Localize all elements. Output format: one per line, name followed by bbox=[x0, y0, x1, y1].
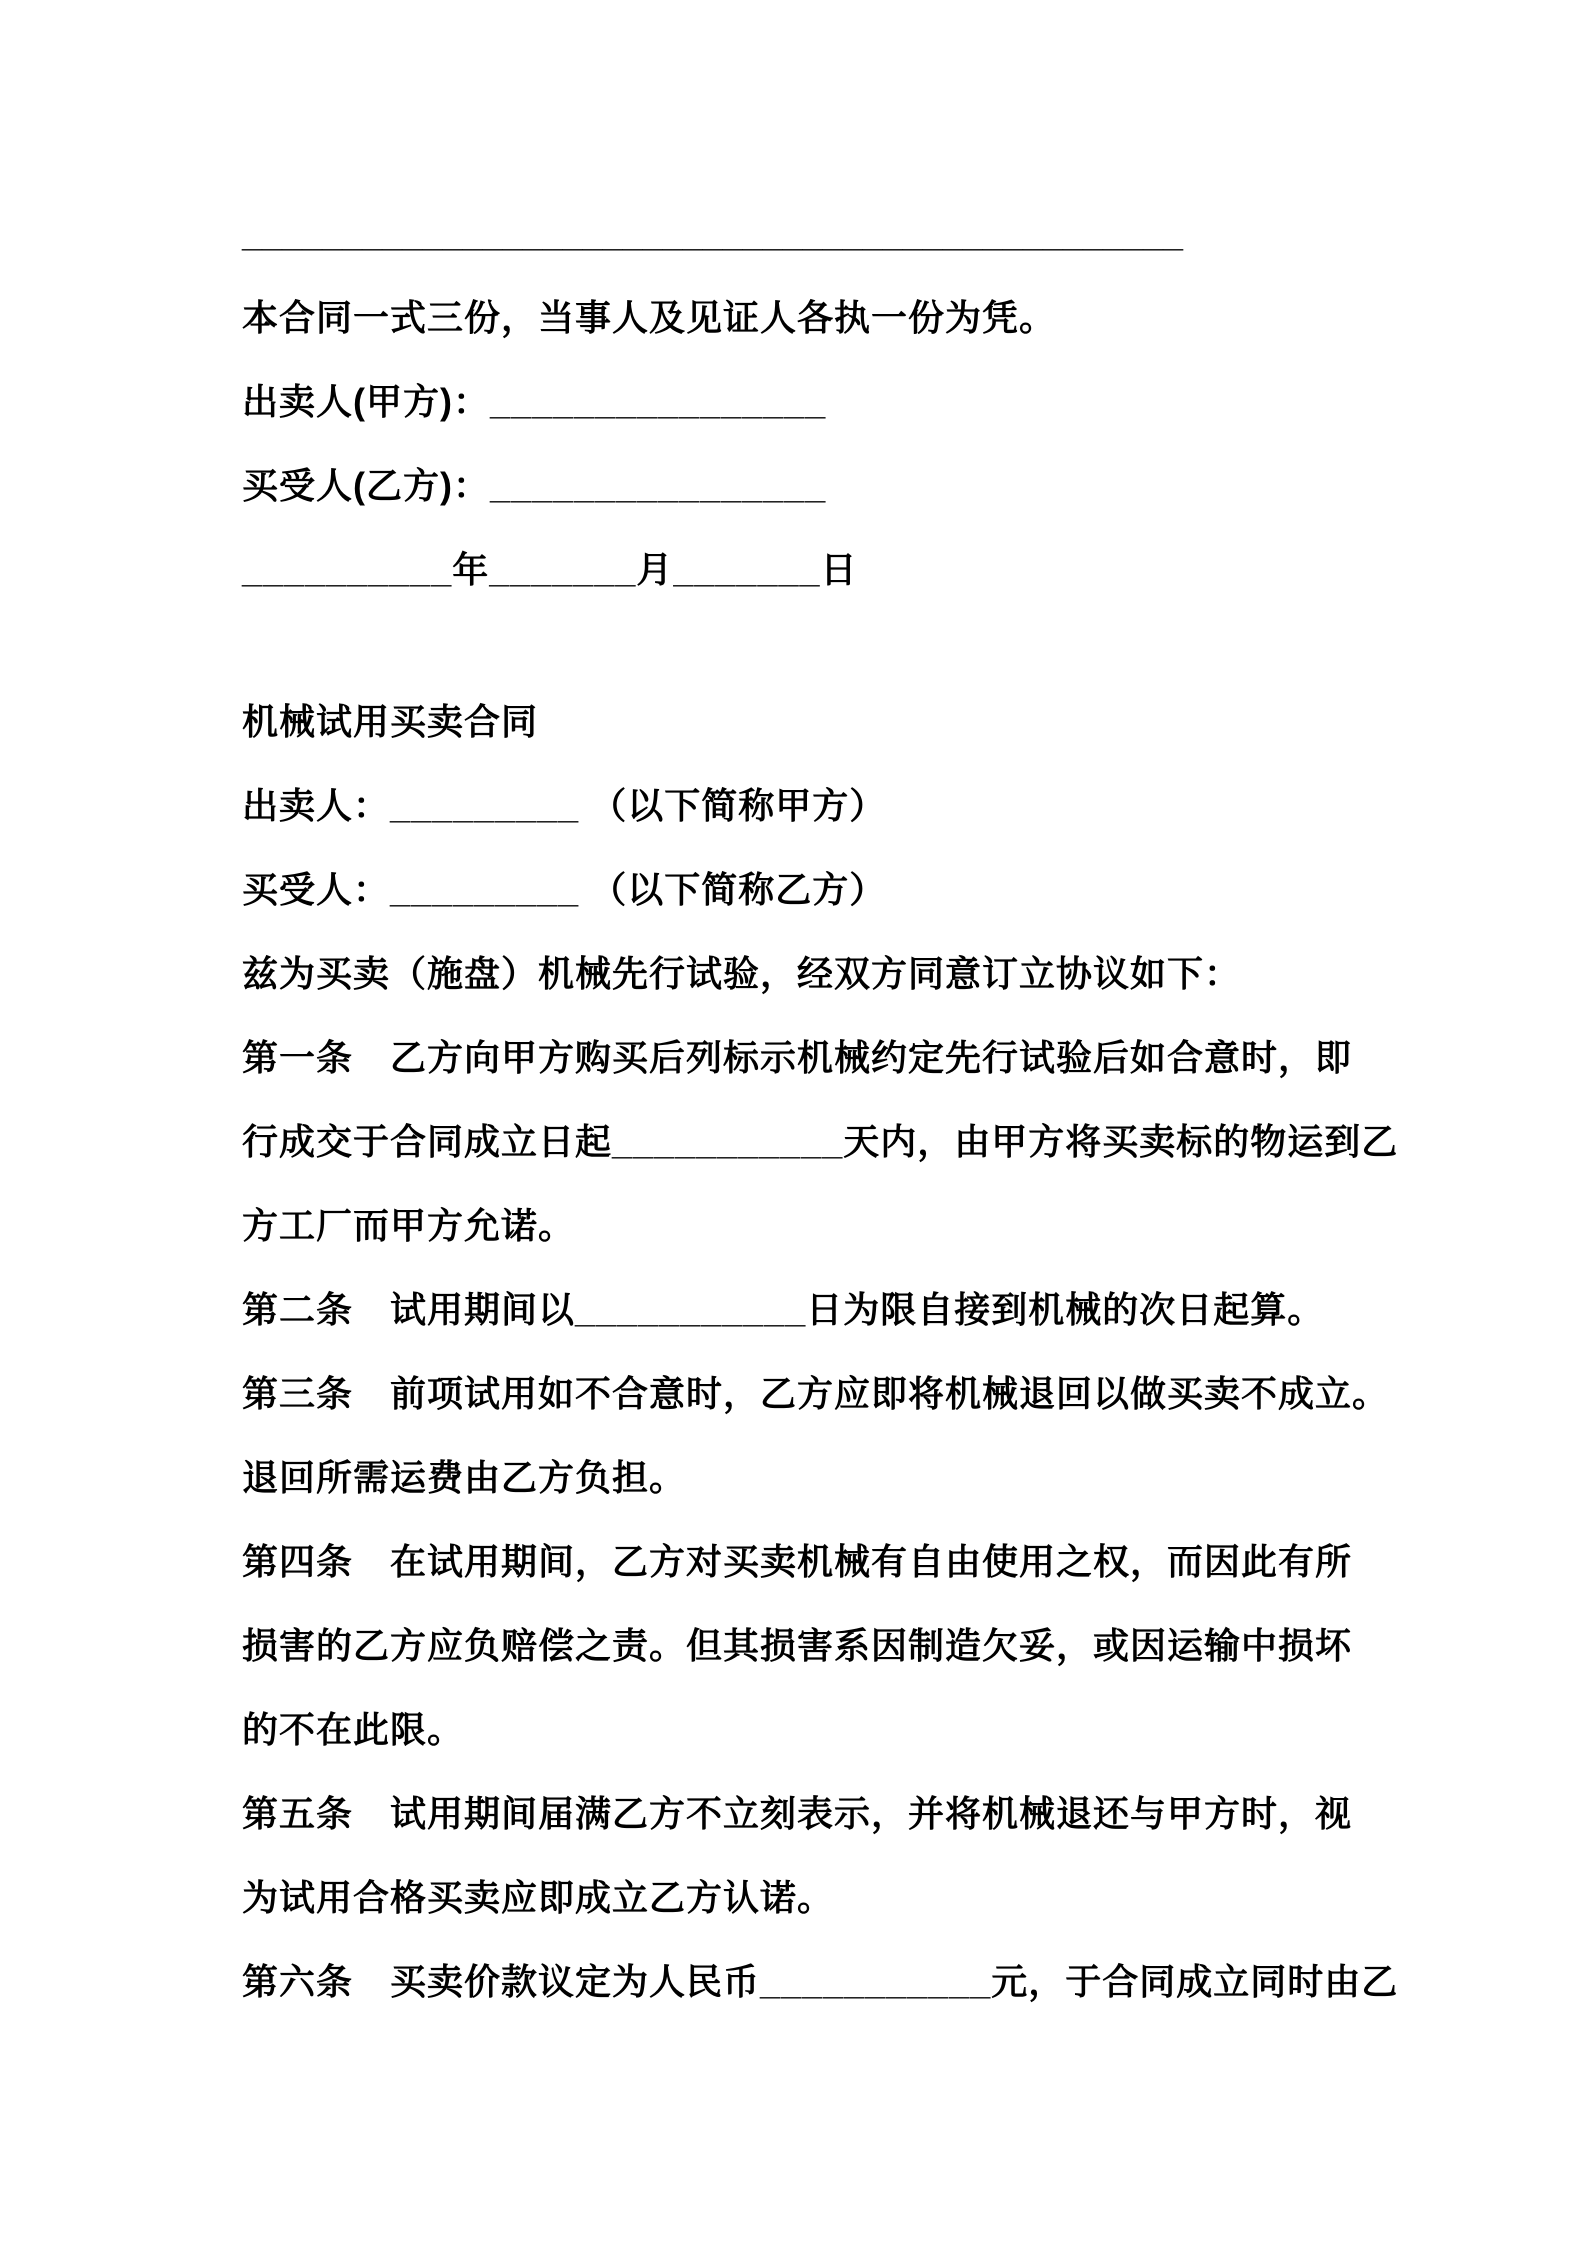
article-1-line-1: 第一条 乙方向甲方购买后列标示机械约定先行试验后如合意时，即 bbox=[242, 1037, 1353, 1078]
contract-title: 机械试用买卖合同 bbox=[242, 701, 539, 742]
article-5-line-2: 为试用合格买卖应即成立乙方认诺。 bbox=[242, 1877, 835, 1918]
article-2-line-1: 第二条 试用期间以___________日为限自接到机械的次日起算。 bbox=[242, 1289, 1325, 1330]
article-3-line-1: 第三条 前项试用如不合意时，乙方应即将机械退回以做买卖不成立。 bbox=[242, 1373, 1390, 1414]
article-4-line-1: 第四条 在试用期间，乙方对买卖机械有自由使用之权，而因此有所 bbox=[242, 1541, 1353, 1582]
article-4 bbox=[242, 1520, 1436, 1772]
previous-contract-footer bbox=[242, 192, 1436, 612]
article-6-line-1: 第六条 买卖价款议定为人民币___________元，于合同成立同时由乙 bbox=[242, 1961, 1399, 2002]
article-2 bbox=[242, 1268, 1436, 1352]
article-3 bbox=[242, 1352, 1436, 1520]
article-4-line-2: 损害的乙方应负赔偿之责。但其损害系因制造欠妥，或因运输中损坏 bbox=[242, 1625, 1353, 1666]
article-5 bbox=[242, 1772, 1436, 1940]
article-1-line-2: 行成交于合同成立日起___________天内，由甲方将买卖标的物运到乙 bbox=[242, 1121, 1399, 1162]
article-6 bbox=[242, 1940, 1436, 2024]
article-4-line-3: 的不在此限。 bbox=[242, 1709, 465, 1750]
article-1-line-3: 方工厂而甲方允诺。 bbox=[242, 1205, 576, 1246]
article-5-line-1: 第五条 试用期间届满乙方不立刻表示，并将机械退还与甲方时，视 bbox=[242, 1793, 1353, 1834]
seller-party-line: 出卖人：_________ （以下简称甲方） bbox=[242, 785, 887, 826]
separator-line: _______________________________________________ bbox=[242, 213, 1184, 254]
article-3-line-2: 退回所需运费由乙方负担。 bbox=[242, 1457, 687, 1498]
preamble-line: 兹为买卖（施盘）机械先行试验，经双方同意订立协议如下： bbox=[242, 953, 1242, 994]
article-1 bbox=[242, 1016, 1436, 1268]
seller-signature-line: 出卖人(甲方)：________________ bbox=[242, 381, 827, 422]
copies-clause: 本合同一式三份，当事人及见证人各执一份为凭。 bbox=[242, 297, 1057, 338]
buyer-signature-line: 买受人(乙方)：________________ bbox=[242, 465, 827, 506]
buyer-party-line: 买受人：_________ （以下简称乙方） bbox=[242, 869, 887, 910]
contract-body bbox=[242, 680, 1436, 2024]
date-line: __________年_______月_______日 bbox=[242, 549, 858, 590]
